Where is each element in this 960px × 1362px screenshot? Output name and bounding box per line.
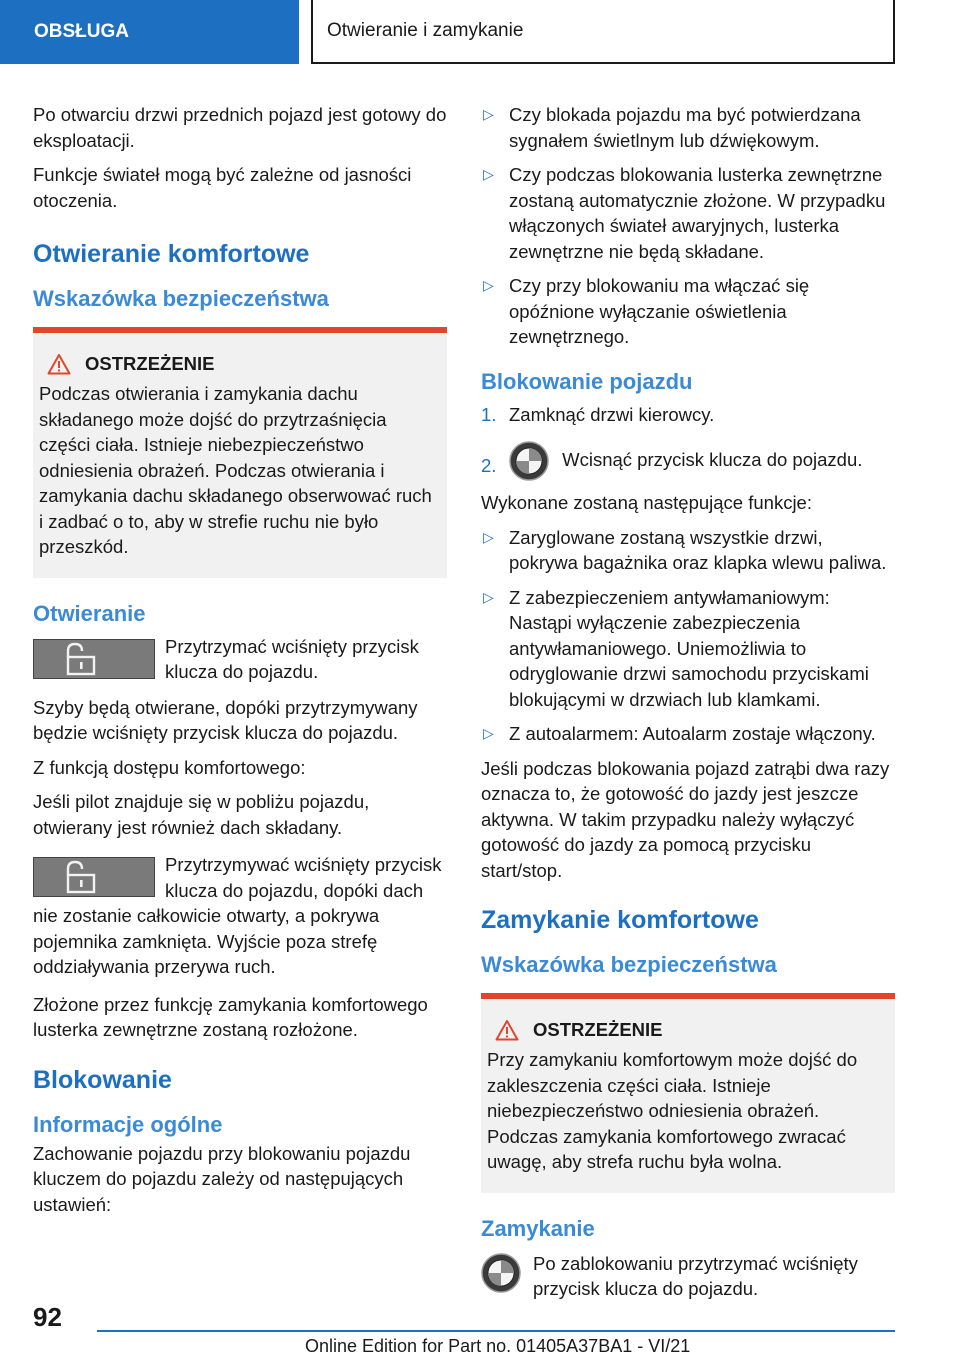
warning-title: OSTRZEŻENIE bbox=[39, 353, 441, 375]
chapter-header: Otwieranie i zamykanie bbox=[311, 0, 895, 64]
heading-comfort-opening: Otwieranie komfortowe bbox=[33, 240, 310, 268]
left-column bbox=[33, 102, 447, 1226]
triangle-bullet-icon: ▷ bbox=[483, 528, 494, 545]
footer-edition: Online Edition for Part no. 01405A37BA1 - VI/21 bbox=[305, 1336, 691, 1356]
warning-triangle-icon bbox=[495, 1019, 519, 1041]
heading-opening: Otwieranie bbox=[33, 600, 146, 626]
heading-safety-note: Wskazówka bezpieczeństwa bbox=[481, 952, 777, 977]
functions-list bbox=[481, 525, 895, 747]
paragraph: Złożone przez funkcję zamykania komfortowego lusterka zewnętrzne zostaną rozłożone. bbox=[33, 993, 428, 1040]
settings-list bbox=[481, 102, 895, 350]
unlock-button-icon bbox=[33, 639, 155, 679]
heading-closing: Zamykanie bbox=[481, 1215, 595, 1241]
list-item: ▷ Czy blokada pojazdu ma być potwierdzana sygnałem świetlnym lub dźwiękowym. bbox=[483, 104, 861, 151]
warning-box bbox=[33, 327, 447, 578]
paragraph: Z funkcją dostępu komfortowego: bbox=[33, 756, 306, 778]
steps-list bbox=[481, 402, 895, 482]
paragraph: Jeśli podczas blokowania pojazd zatrąbi dwa razy oznacza to, że gotowość do jazdy jest jeszcze aktywna. W takim przypadku należy wyłączyć gotowość do jazdy za pomocą przycisku start/stop. bbox=[481, 757, 890, 881]
closing-step: Po zablokowaniu przytrzymać wciśnięty przycisk klucza do pojazdu. bbox=[481, 1251, 895, 1311]
warning-text: Przy zamykaniu komfortowym może dojść do zakleszczenia części ciała. Istnieje niebezpieczeństwo odniesienia obrażeń. Podczas zamykania komfortowego zwracać uwagę, aby strefa ruchu była wolna. bbox=[487, 1049, 858, 1172]
open-step: Przytrzymać wciśnięty przycisk klucza do pojazdu. bbox=[33, 634, 447, 695]
paragraph: Wykonane zostaną następujące funkcje: bbox=[481, 492, 812, 513]
bmw-logo-key-icon bbox=[481, 1253, 521, 1293]
list-item: ▷ Zaryglowane zostaną wszystkie drzwi, pokrywa bagażnika oraz klapka wlewu paliwa. bbox=[483, 526, 887, 573]
warning-title: OSTRZEŻENIE bbox=[487, 1019, 889, 1041]
unlock-button-icon bbox=[33, 857, 155, 897]
intro-paragraph: Funkcje świateł mogą być zależne od jasności otoczenia. bbox=[33, 164, 412, 211]
triangle-bullet-icon: ▷ bbox=[483, 725, 494, 741]
warning-triangle-icon bbox=[47, 353, 71, 375]
list-item: ▷ Czy przy blokowaniu ma włączać się opóźnione wyłączanie oświetlenia zewnętrznego. bbox=[483, 275, 810, 347]
heading-comfort-closing: Zamykanie komfortowe bbox=[481, 906, 759, 934]
heading-general-info: Informacje ogólne bbox=[33, 1111, 223, 1137]
warning-text: Podczas otwierania i zamykania dachu składanego może dojść do przytrzaśnięcia części ciała. Istnieje niebezpieczeństwo odniesienia obrażeń. Podczas otwierania i zamykania dachu składanego obserwować ruch i zadbać o to, aby w strefie ruchu nie było przeszkód. bbox=[39, 383, 432, 557]
right-column bbox=[481, 102, 895, 1311]
list-item: ▷ Z autoalarmem: Autoalarm zostaje włączony. bbox=[481, 721, 895, 747]
triangle-bullet-icon: ▷ bbox=[483, 277, 494, 293]
intro-paragraph: Po otwarciu drzwi przednich pojazd jest gotowy do eksploatacji. bbox=[33, 104, 447, 151]
heading-safety-note: Wskazówka bezpieczeństwa bbox=[33, 286, 329, 311]
footer-divider bbox=[97, 1330, 895, 1332]
bmw-logo-key-icon bbox=[509, 441, 549, 481]
paragraph: Zachowanie pojazdu przy blokowaniu pojazdu kluczem do pojazdu zależy od następujących ustawień: bbox=[33, 1142, 411, 1215]
step-item: 1. Zamknąć drzwi kierowcy. bbox=[481, 403, 715, 425]
heading-locking: Blokowanie bbox=[33, 1065, 172, 1094]
warning-box bbox=[481, 993, 895, 1193]
triangle-bullet-icon: ▷ bbox=[483, 166, 494, 182]
paragraph: Szyby będą otwierane, dopóki przytrzymywany będzie wciśnięty przycisk klucza do pojazdu. bbox=[33, 696, 418, 743]
section-header: OBSŁUGA bbox=[0, 0, 299, 64]
triangle-bullet-icon: ▷ bbox=[483, 106, 494, 122]
paragraph: Jeśli pilot znajduje się w pobliżu pojazdu, otwierany jest również dach składany. bbox=[33, 791, 370, 838]
list-item: ▷ Czy podczas blokowania lusterka zewnętrzne zostaną automatycznie złożone. W przypadku włączonych świateł awaryjnych, lusterka zewnętrzne nie będą składane. bbox=[483, 164, 886, 262]
triangle-bullet-icon: ▷ bbox=[483, 588, 494, 605]
step-item: 2. Wcisnąć przycisk klucza do pojazdu. bbox=[481, 441, 895, 481]
heading-lock-vehicle: Blokowanie pojazdu bbox=[481, 368, 693, 394]
list-item: ▷ Z zabezpieczeniem antywłamaniowym: Nastąpi wyłączenie zabezpieczenia antywłamaniowego. Uniemożliwia to odryglowanie drzwi samochodu przyciskami blokującymi w drzwiach lub klamkami. bbox=[483, 586, 869, 710]
page-number: 92 bbox=[33, 1302, 62, 1332]
open-step-2: Przytrzymywać wciśnięty przycisk klucza do pojazdu, dopóki dach nie zostanie całkowicie otwarty, a pokrywa pojemnika zamknięta. Wyjście poza strefę oddziaływania przerywa ruch. bbox=[33, 854, 442, 977]
